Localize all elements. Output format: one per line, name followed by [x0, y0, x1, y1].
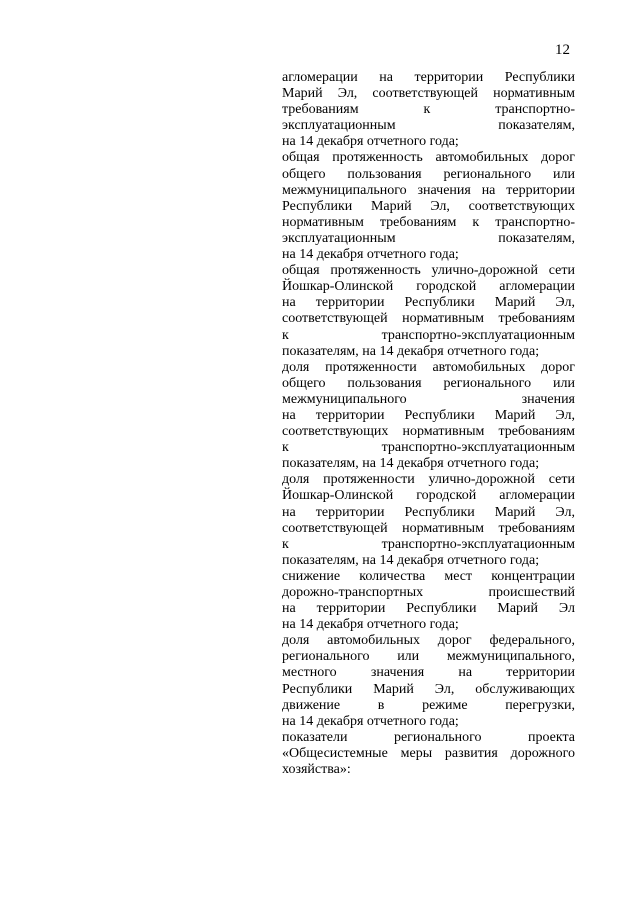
word: требованиям — [498, 424, 575, 440]
word: Эл, — [430, 198, 450, 214]
word: значения — [417, 182, 471, 198]
word: к — [472, 214, 480, 230]
word: Эл, — [555, 295, 575, 311]
word: к — [282, 440, 289, 456]
word: перегрузки, — [505, 697, 575, 713]
word: межмуниципального — [282, 182, 407, 198]
word: протяженности — [325, 359, 417, 375]
text-line — [282, 70, 575, 86]
word: на — [379, 70, 393, 85]
word: показателям, — [498, 118, 575, 134]
word: территории — [506, 182, 575, 198]
word: нормативным — [402, 520, 484, 536]
word: Марий — [494, 504, 536, 520]
word: межмуниципального, — [446, 649, 575, 665]
word: развития — [444, 745, 498, 761]
word: эксплуатационным — [282, 230, 396, 246]
word: пользования — [347, 375, 422, 391]
word: территории — [315, 407, 385, 423]
word: значения — [370, 665, 425, 681]
text-line — [282, 746, 575, 762]
text-line — [282, 295, 575, 311]
text-line: показателям, на 14 декабря отчетного года; — [282, 343, 540, 359]
text-line — [282, 183, 575, 199]
text-line — [282, 263, 575, 279]
word: дорожного — [510, 745, 575, 761]
word: транспортно-эксплуатационным — [381, 536, 575, 552]
word: концентрации — [491, 568, 575, 584]
word: агломерации — [499, 279, 575, 295]
word: территории — [414, 70, 484, 85]
word: Марий — [370, 198, 412, 214]
word: регионального — [443, 166, 532, 182]
text-line — [282, 649, 575, 665]
word: транспортно- — [495, 102, 575, 118]
word: количества — [359, 568, 426, 584]
word: Эл, — [337, 86, 358, 102]
text-line — [282, 505, 575, 521]
text-line — [282, 167, 575, 183]
word: протяженность — [332, 150, 423, 166]
word: на — [481, 182, 496, 198]
word: автомобильных — [435, 150, 529, 166]
word: дорог — [437, 633, 472, 649]
word: общего — [282, 166, 326, 182]
word: или — [552, 166, 575, 182]
word: транспортно-эксплуатационным — [381, 327, 575, 343]
word: меры — [400, 745, 433, 761]
word: регионального — [443, 375, 532, 391]
word: общего — [282, 375, 326, 391]
word: регионального — [393, 729, 482, 745]
text-line — [282, 150, 575, 166]
text-line — [282, 376, 575, 392]
word: или — [552, 375, 575, 391]
word: транспортно- — [495, 214, 575, 230]
word: территории — [316, 601, 386, 617]
word: Йошкар-Олинской — [282, 279, 394, 295]
word: Марий — [497, 601, 539, 617]
word: Марий — [373, 681, 414, 697]
text-line — [282, 199, 575, 215]
word: регионального — [282, 649, 370, 665]
word: к — [282, 536, 289, 552]
word: городской — [416, 488, 477, 504]
word: Марий — [494, 407, 536, 423]
word: федерального, — [489, 633, 575, 649]
text-line: на 14 декабря отчетного года; — [282, 617, 459, 633]
word: соответствующих — [468, 198, 575, 214]
text-line — [282, 86, 575, 102]
word: Республики — [282, 681, 353, 697]
word: нормативным — [493, 86, 575, 102]
text-line — [282, 392, 575, 408]
word: показателям, — [498, 230, 575, 246]
word: режиме — [422, 697, 468, 713]
text-line — [282, 601, 575, 617]
word: пользования — [347, 166, 422, 182]
word: территории — [315, 295, 385, 311]
word: соответствующей — [372, 86, 479, 102]
word: городской — [416, 279, 477, 295]
word: нормативным — [282, 214, 364, 230]
word: соответствующей — [282, 311, 388, 327]
word: улично-дорожной — [431, 263, 538, 279]
text-line — [282, 488, 575, 504]
word: нормативным — [402, 424, 485, 440]
word: на — [282, 407, 296, 423]
word: доля — [282, 633, 310, 649]
text-line — [282, 328, 575, 344]
word: дорог — [541, 150, 575, 166]
word: общая — [282, 150, 320, 166]
word: доля — [282, 472, 310, 488]
word: происшествий — [488, 585, 575, 600]
text-line — [282, 569, 575, 585]
word: Республики — [504, 70, 575, 85]
word: местного — [282, 665, 337, 681]
word: территории — [506, 665, 575, 681]
word: общая — [282, 263, 320, 279]
text-line — [282, 440, 575, 456]
word: требованиям — [282, 102, 359, 118]
text-line: на 14 декабря отчетного года; — [282, 134, 459, 150]
body-text-column — [282, 70, 575, 778]
word: Республики — [404, 504, 475, 520]
word: автомобильных — [432, 359, 526, 375]
word: агломерации — [282, 70, 358, 85]
word: сети — [548, 472, 575, 488]
word: Марий — [282, 86, 323, 102]
word: доля — [282, 359, 310, 375]
text-line — [282, 682, 575, 698]
text-line — [282, 102, 575, 118]
word: к — [282, 327, 289, 343]
word: транспортно-эксплуатационным — [381, 440, 575, 456]
word: на — [282, 504, 296, 520]
word: соответствующих — [282, 424, 389, 440]
word: протяженности — [323, 472, 415, 488]
text-line — [282, 537, 575, 553]
text-line — [282, 424, 575, 440]
text-line — [282, 360, 575, 376]
text-line — [282, 215, 575, 231]
text-line: на 14 декабря отчетного года; — [282, 713, 459, 729]
word: сети — [548, 263, 575, 279]
word: автомобильных — [327, 633, 421, 649]
text-line: хозяйства»: — [282, 762, 351, 778]
text-line — [282, 665, 575, 681]
word: движение — [282, 697, 341, 713]
word: Республики — [404, 295, 475, 311]
word: Марий — [494, 295, 536, 311]
word: проекта — [527, 729, 575, 745]
word: межмуниципального — [282, 391, 407, 407]
word: требованиям — [379, 214, 457, 230]
text-line — [282, 698, 575, 714]
page-number: 12 — [555, 42, 570, 58]
word: мест — [444, 568, 473, 584]
word: эксплуатационным — [282, 118, 396, 134]
text-line — [282, 231, 575, 247]
word: Йошкар-Олинской — [282, 488, 394, 504]
word: нормативным — [402, 311, 484, 327]
word: показатели — [282, 729, 348, 745]
word: к — [423, 102, 431, 118]
word: значения — [521, 391, 575, 407]
word: требованиям — [498, 520, 575, 536]
text-line: на 14 декабря отчетного года; — [282, 247, 459, 263]
text-line — [282, 521, 575, 537]
text-line — [282, 472, 575, 488]
word: Эл, — [555, 407, 575, 423]
word: Эл, — [434, 681, 455, 697]
word: Республики — [404, 407, 475, 423]
word: требованиям — [498, 311, 575, 327]
text-line — [282, 279, 575, 295]
word: дорожно-транспортных — [282, 585, 424, 600]
word: протяженность — [330, 263, 421, 279]
text-line — [282, 633, 575, 649]
text-line: показателям, на 14 декабря отчетного года; — [282, 456, 540, 472]
text-line — [282, 408, 575, 424]
word: обслуживающих — [475, 681, 575, 697]
word: Республики — [282, 198, 353, 214]
word: снижение — [282, 568, 341, 584]
text-line: показателям, на 14 декабря отчетного года; — [282, 552, 540, 568]
text-line — [282, 311, 575, 327]
word: соответствующей — [282, 520, 388, 536]
word: территории — [315, 504, 385, 520]
word: или — [397, 649, 420, 665]
word: на — [458, 665, 473, 681]
word: агломерации — [499, 488, 575, 504]
text-line — [282, 585, 575, 601]
word: на — [282, 601, 296, 617]
word: дорог — [541, 359, 575, 375]
word: в — [377, 697, 385, 713]
word: Эл, — [555, 504, 575, 520]
text-line — [282, 730, 575, 746]
word: Эл — [558, 601, 575, 617]
word: на — [282, 295, 296, 311]
word: «Общесистемные — [282, 745, 388, 761]
text-line — [282, 118, 575, 134]
word: улично-дорожной — [428, 472, 535, 488]
word: Республики — [406, 601, 477, 617]
